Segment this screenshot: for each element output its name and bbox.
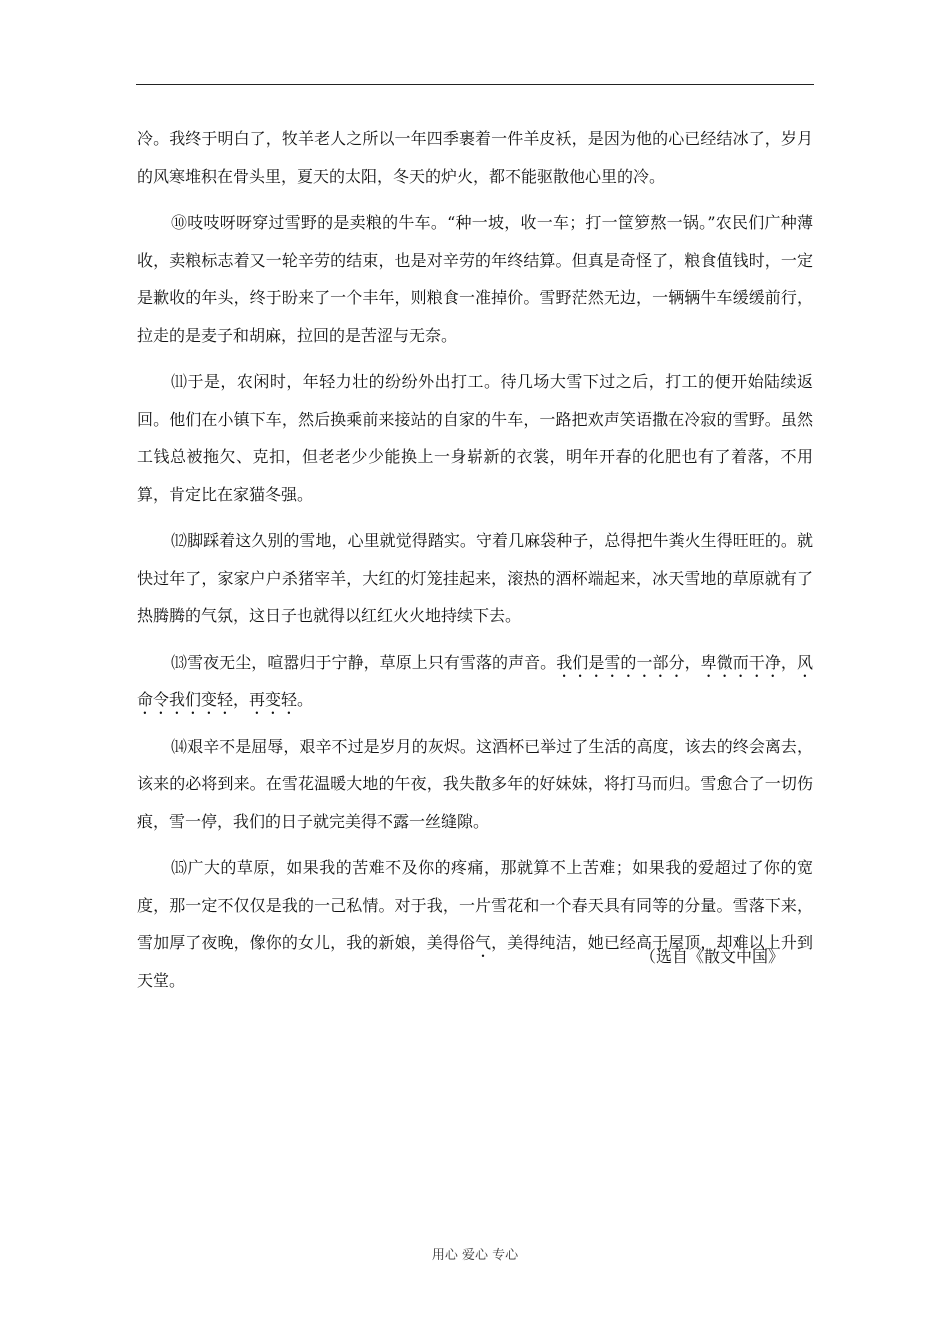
paragraph-number: ⒁: [171, 736, 188, 756]
paragraph-number: ⑩: [171, 213, 188, 232]
paragraph-9-continuation: [137, 120, 813, 195]
emphasized-sentence: 我们是雪的一部分，卑微而干净，风命令我们变轻，再变轻。: [137, 652, 813, 709]
paragraph-11: [137, 363, 813, 513]
source-citation: （选自《散文中国》: [639, 947, 784, 966]
paragraph-12: [137, 522, 813, 635]
paragraph-text: 冷。我终于明白了，牧羊老人之所以一年四季裹着一件羊皮袄，是因为他的心已经结冰了，岁月的风寒堆积在骨头里，夏天的太阳，冬天的炉火，都不能驱散他心里的冷。: [137, 129, 813, 186]
paragraph-text: 脚踩着这久别的雪地，心里就觉得踏实。守着几麻袋种子，总得把牛粪火生得旺旺的。就快过年了，家家户户杀猪宰羊，大红的灯笼挂起来，滚热的酒杯端起来，冰天雪地的草原就有了热腾腾的气氛，这日子也就得以红红火火地持续下去。: [137, 531, 813, 625]
paragraph-10: [137, 204, 813, 354]
page-footer: 用心 爱心 专心: [431, 1248, 519, 1263]
paragraph-15: [137, 849, 813, 999]
emphasized-word: 气: [475, 933, 492, 952]
paragraph-text: 于是，农闲时，年轻力壮的纷纷外出打工。待几场大雪下过之后，打工的便开始陆续返回。他们在小镇下车，然后换乘前来接站的自家的牛车，一路把欢声笑语撒在冷寂的雪野。虽然工钱总被拖欠、克扣，但老老少少能换上一身崭新的衣裳，明年开春的化肥也有了着落，不用算，肯定比在家猫冬强。: [137, 372, 813, 504]
header-rule: [136, 84, 814, 85]
paragraph-text: 雪夜无尘，喧嚣归于宁静，草原上只有雪落的声音。: [187, 652, 557, 672]
paragraph-number: ⑾: [171, 372, 188, 391]
paragraph-text: 广大的草原，如果我的苦难不及你的疼痛，那就算不上苦难；如果我的爱超过了你的宽度，那一定不仅仅是我的一己私情。对于我，一片雪花和一个春天具有同等的分量。雪落下来，雪加厚了夜晚，像你的女儿，我的新娘，美得俗: [137, 858, 813, 952]
article-body: [137, 120, 813, 1008]
paragraph-number: ⒀: [171, 652, 188, 672]
paragraph-number: ⑿: [171, 531, 188, 550]
paragraph-text: 艰辛不是屈辱，艰辛不过是岁月的灰烬。这酒杯已举过了生活的高度，该去的终会离去，该来的必将到来。在雪花温暖大地的午夜，我失散多年的好妹妹，将打马而归。雪愈合了一切伤痕，雪一停，我们的日子就完美得不露一丝缝隙。: [137, 736, 813, 831]
paragraph-14: [137, 728, 813, 841]
paragraph-text-end: ，美得纯洁，她已经高于屋顶，却难以上升到天堂。: [137, 933, 813, 990]
paragraph-13: [137, 644, 813, 719]
paragraph-number: ⒂: [171, 858, 188, 877]
paragraph-text: 吱吱呀呀穿过雪野的是卖粮的牛车。“种一坡，收一车；打一筐箩熬一锅。”农民们广种薄收，卖粮标志着又一轮辛劳的结束，也是对辛劳的年终结算。但真是奇怪了，粮食值钱时，一定是歉收的年头，终于盼来了一个丰年，则粮食一准掉价。雪野茫然无边，一辆辆牛车缓缓前行，拉走的是麦子和胡麻，拉回的是苦涩与无奈。: [137, 213, 813, 345]
